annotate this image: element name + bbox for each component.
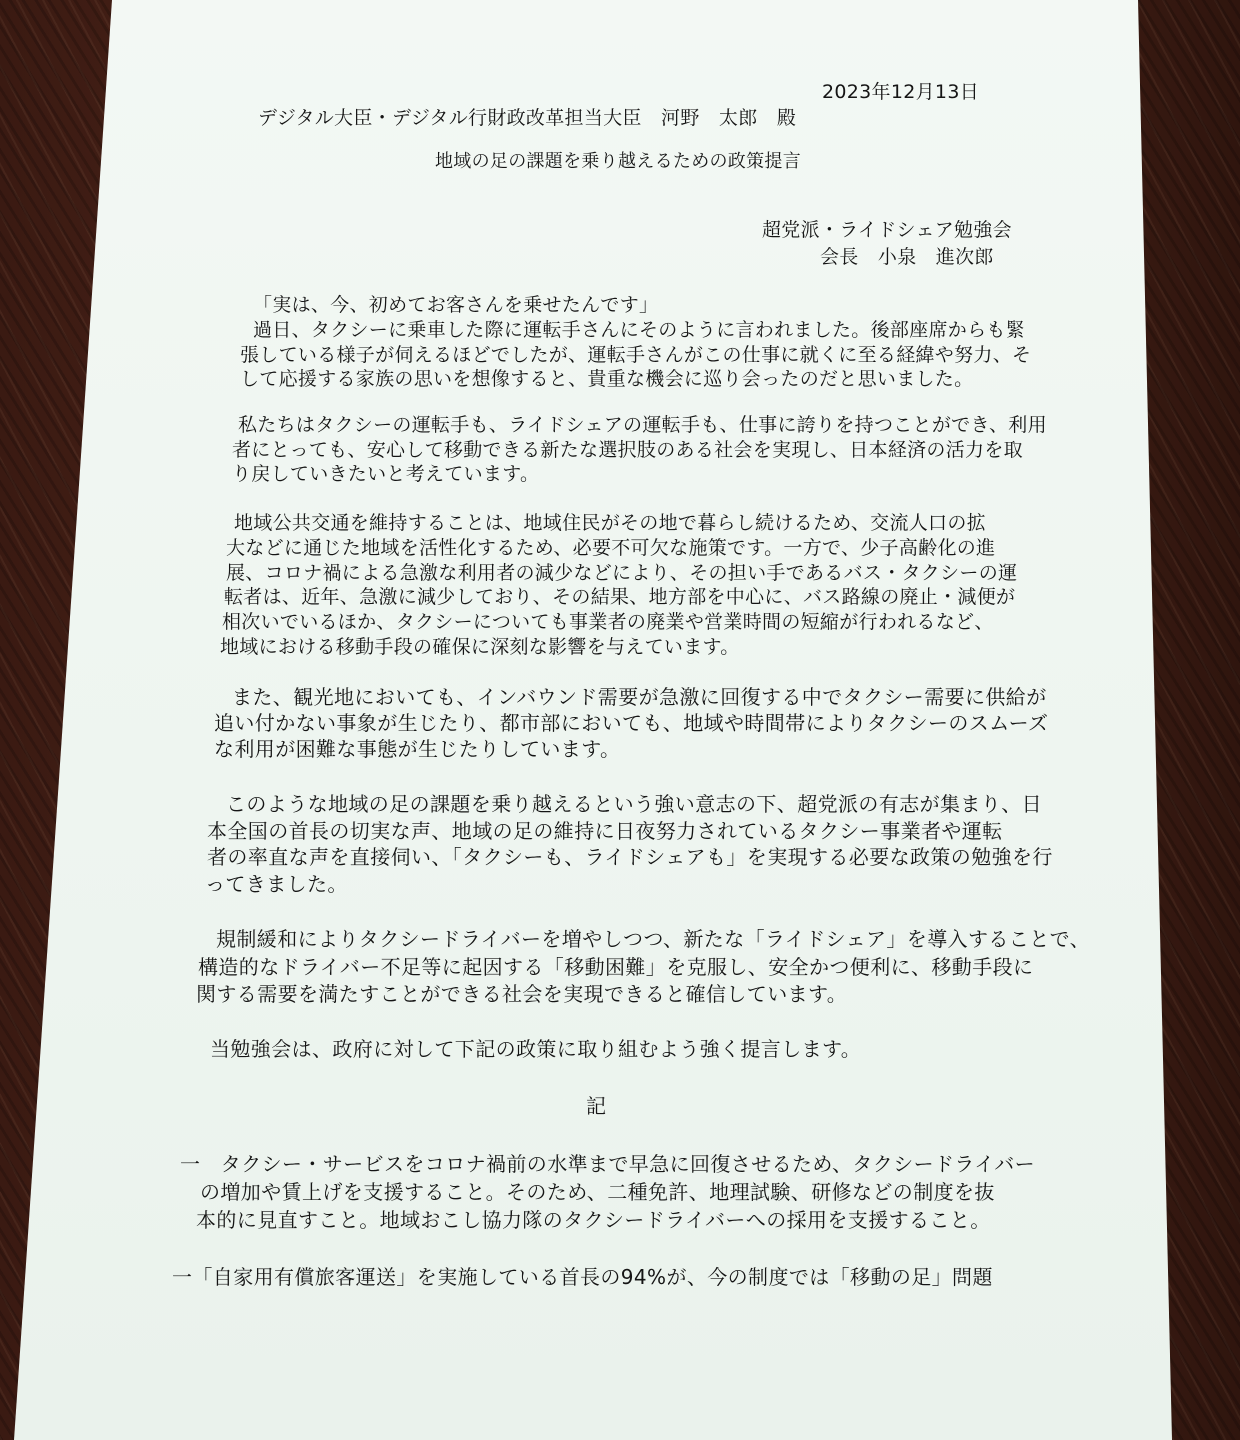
paragraph-line: 相次いでいるほか、タクシーについても事業者の廃業や営業時間の短縮が行われるなど、 xyxy=(222,611,994,633)
paragraph-line: な利用が困難な事態が生じたりしています。 xyxy=(214,737,621,761)
paragraph-line: 地域における移動手段の確保に深刻な影響を与えています。 xyxy=(220,636,740,658)
paragraph-line: 当勉強会は、政府に対して下記の政策に取り組むよう強く提言します。 xyxy=(210,1037,862,1061)
paragraph-line: 張している様子が伺えるほどでしたが、運転手さんがこの仕事に就くに至る経緯や努力、そ xyxy=(240,344,1032,366)
paragraph-line: 規制緩和によりタクシードライバーを増やしつつ、新たな「ライドシェア」を導入することで、 xyxy=(216,927,1090,951)
paragraph-line: り戻していきたいと考えています。 xyxy=(232,463,540,485)
proposal-item-line: 一「自家用有償旅客運送」を実施している首長の94%が、今の制度では「移動の足」問題 xyxy=(172,1265,993,1289)
paragraph-line: 過日、タクシーに乗車した際に運転手さんにそのように言われました。後部座席からも緊 xyxy=(253,319,1026,341)
paragraph-line: また、観光地においても、インバウンド需要が急激に回復する中でタクシー需要に供給が xyxy=(232,685,1047,709)
document-title: 地域の足の課題を乗り越えるための政策提言 xyxy=(435,151,801,172)
paragraph-line: 本全国の首長の切実な声、地域の足の維持に日夜努力されているタクシー事業者や運転 xyxy=(207,819,1003,843)
paragraph-line: ってきました。 xyxy=(205,872,348,896)
paragraph-line: 追い付かない事象が生じたり、都市部においても、地域や時間帯によりタクシーのスムーズ xyxy=(214,711,1049,735)
proposal-item-line: 本的に見直すこと。地域おこし協力隊のタクシードライバーへの採用を支援すること。 xyxy=(196,1208,991,1232)
addressee-line: デジタル大臣・デジタル行財政改革担当大臣 河野 太郎 殿 xyxy=(258,107,797,129)
sender-organization: 超党派・ライドシェア勉強会 xyxy=(762,219,1012,241)
paragraph-line: 構造的なドライバー不足等に起因する「移動困難」を克服し、安全かつ便利に、移動手段に xyxy=(198,955,1034,979)
paragraph-line: して応援する家族の思いを想像すると、貴重な機会に巡り会ったのだと思いました。 xyxy=(240,368,974,390)
paragraph-line: 地域公共交通を維持することは、地域住民がその地で暮らし続けるため、交流人口の拡 xyxy=(234,512,986,534)
proposal-item-line: の増加や賃上げを支援すること。そのため、二種免許、地理試験、研修などの制度を抜 xyxy=(200,1180,995,1204)
quote-line: 「実は、今、初めてお客さんを乗せたんです」 xyxy=(253,294,659,316)
ki-heading: 記 xyxy=(586,1094,607,1118)
paragraph-line: 転者は、近年、急激に減少しており、その結果、地方部を中心に、バス路線の廃止・減便が xyxy=(224,586,1016,608)
document-date: 2023年12月13日 xyxy=(822,81,980,103)
paragraph-line: 者にとっても、安心して移動できる新たな選択肢のある社会を実現し、日本経済の活力を取 xyxy=(232,439,1023,461)
paragraph-line: 私たちはタクシーの運転手も、ライドシェアの運転手も、仕事に誇りを持つことができ、利用 xyxy=(238,414,1047,436)
sender-name: 会長 小泉 進次郎 xyxy=(820,246,994,268)
paragraph-line: 関する需要を満たすことができる社会を実現できると確信しています。 xyxy=(196,982,848,1006)
paragraph-line: このような地域の足の課題を乗り越えるという強い意志の下、超党派の有志が集まり、日 xyxy=(226,792,1042,816)
proposal-item-line: 一 タクシー・サービスをコロナ禍前の水準まで早急に回復させるため、タクシードライバー xyxy=(180,1152,1035,1176)
paragraph-line: 展、コロナ禍による急激な利用者の減少などにより、その担い手であるバス・タクシーの運 xyxy=(226,562,1018,584)
paragraph-line: 者の率直な声を直接伺い、「タクシーも、ライドシェアも」を実現する必要な政策の勉強を行 xyxy=(207,845,1053,869)
paragraph-line: 大などに通じた地域を活性化するため、必要不可欠な施策です。一方で、少子高齢化の進 xyxy=(226,537,996,559)
